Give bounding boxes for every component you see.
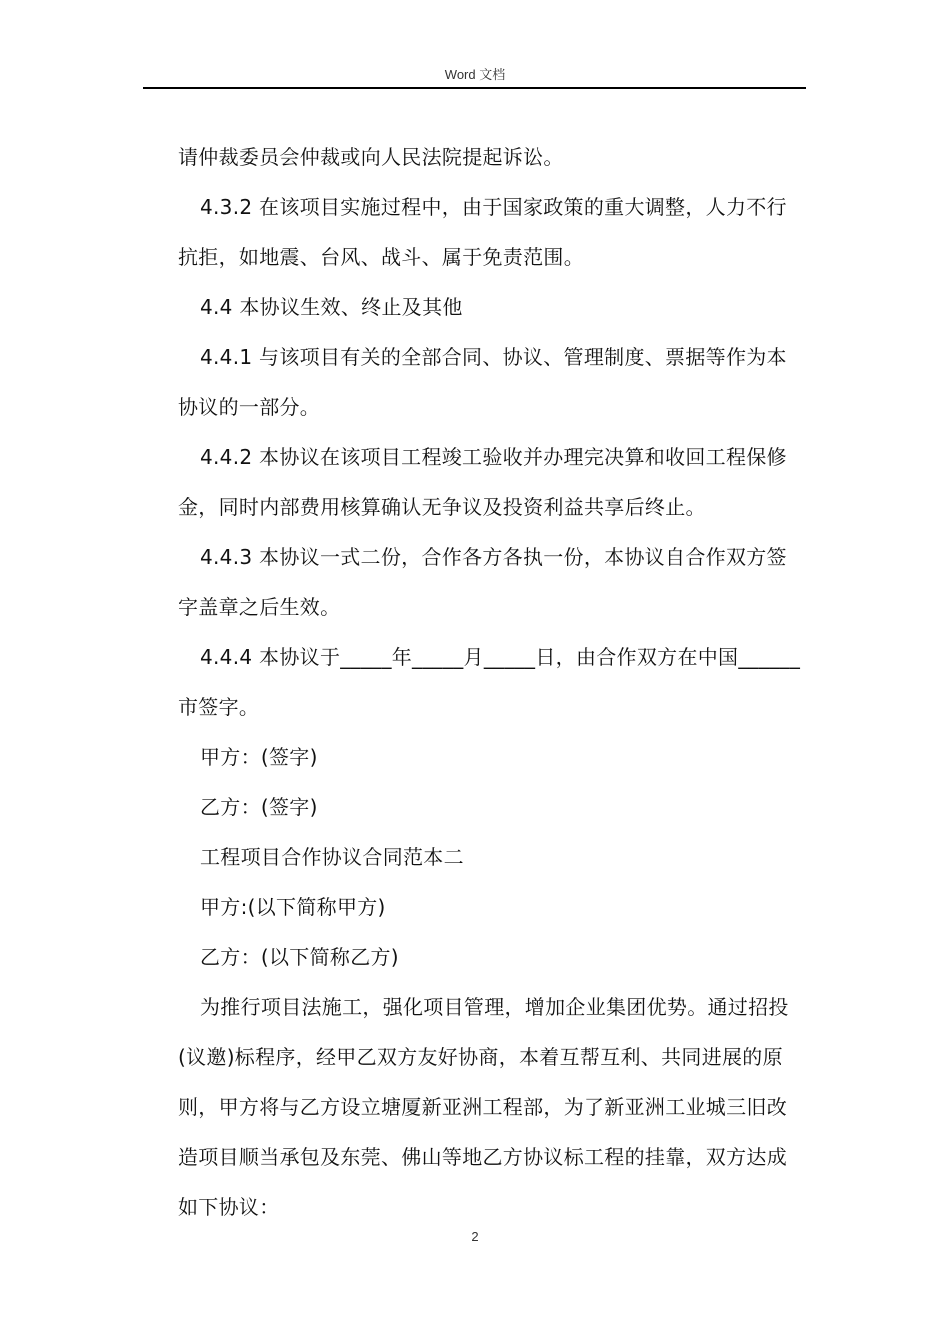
paragraph: 4.4.3 本协议一式二份，合作各方各执一份，本协议自合作双方签字盖章之后生效。 bbox=[178, 545, 787, 619]
signature-line-party-a: 甲方：(签字) bbox=[200, 745, 318, 769]
header-divider bbox=[143, 87, 806, 89]
paragraph: 4.3.2 在该项目实施过程中，由于国家政策的重大调整，人力不行抗拒，如地震、台风、战斗、属于免责范围。 bbox=[178, 195, 787, 269]
paragraph: 4.4 本协议生效、终止及其他 bbox=[200, 295, 463, 319]
page-number: 2 bbox=[471, 1229, 479, 1244]
paragraph: 4.4.1 与该项目有关的全部合同、协议、管理制度、票据等作为本协议的一部分。 bbox=[178, 345, 787, 419]
signature-line-party-b: 乙方：(签字) bbox=[200, 795, 318, 819]
document-body bbox=[178, 132, 806, 1232]
paragraph: 4.4.2 本协议在该项目工程竣工验收并办理完决算和收回工程保修金，同时内部费用核算确认无争议及投资利益共享后终止。 bbox=[178, 445, 787, 519]
paragraph: 请仲裁委员会仲裁或向人民法院提起诉讼。 bbox=[178, 145, 564, 169]
party-a-line: 甲方:(以下简称甲方) bbox=[200, 895, 386, 919]
party-b-line: 乙方：(以下简称乙方) bbox=[200, 945, 399, 969]
paragraph: 为推行项目法施工，强化项目管理，增加企业集团优势。通过招投(议邀)标程序，经甲乙双方友好协商，本着互帮互利、共同进展的原则，甲方将与乙方设立塘厦新亚洲工程部，为了新亚洲工业城三旧改造项目顺当承包及东莞、佛山等地乙方协议标工程的挂靠，双方达成如下协议： bbox=[178, 995, 789, 1219]
page-header-title: Word 文档 bbox=[444, 67, 506, 82]
section-title: 工程项目合作协议合同范本二 bbox=[200, 845, 464, 869]
paragraph: 4.4.4 本协议于_____年_____月_____日，由合作双方在中国______市签字。 bbox=[178, 645, 801, 719]
